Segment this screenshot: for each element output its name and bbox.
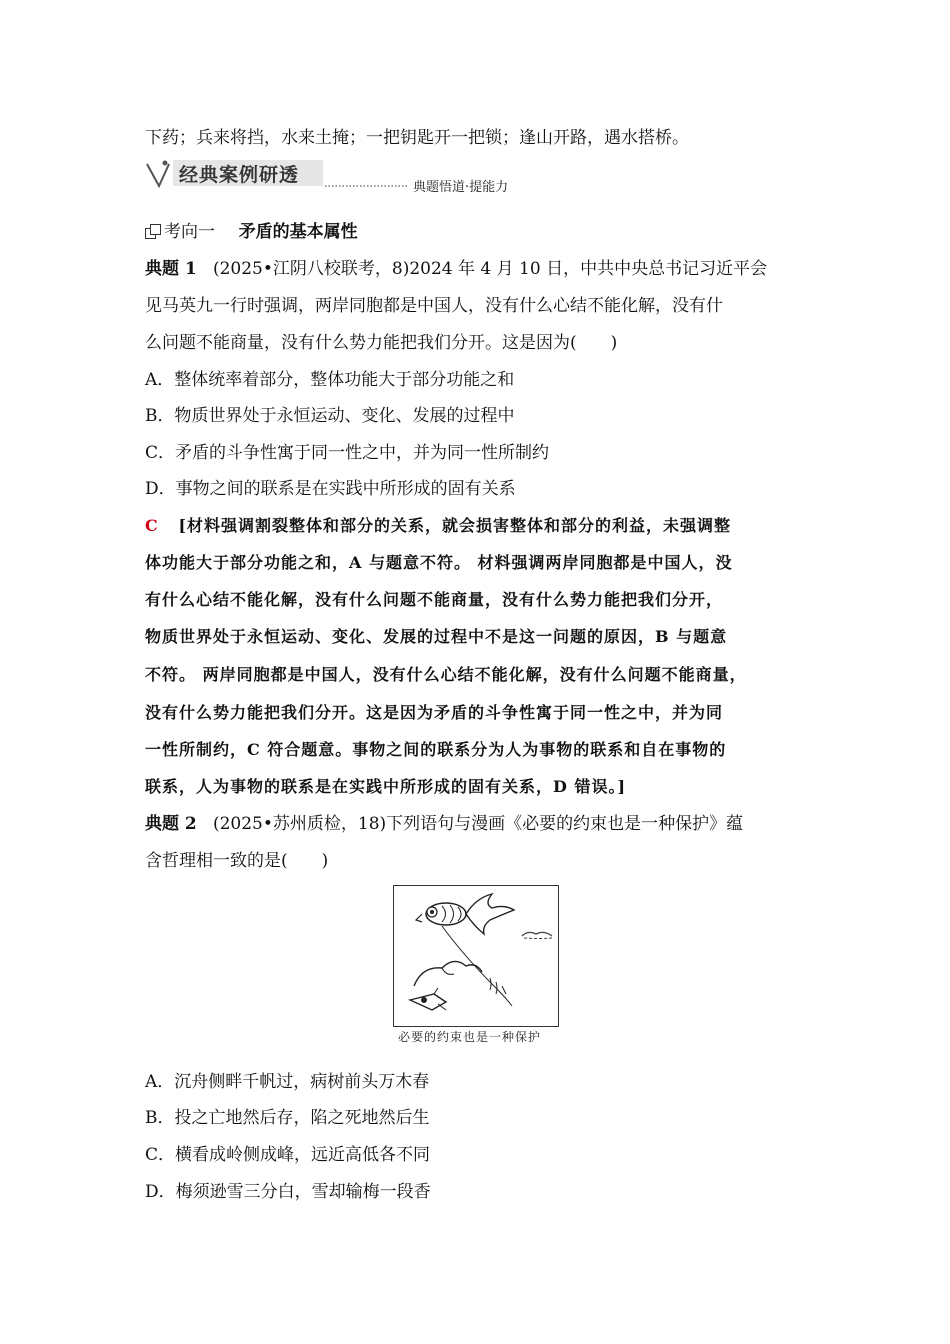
q2-label: 典题 2 — [145, 814, 197, 834]
direction-heading — [145, 221, 358, 243]
q1-explanation-line-1 — [145, 515, 731, 537]
q1-explanation-line-3: 有什么心结不能化解，没有什么问题不能商量，没有什么势力能把我们分开， — [145, 590, 724, 609]
intro-line: 下药；兵来将挡，水来土掩；一把钥匙开一把锁；逢山开路，遇水搭桥。 — [145, 128, 689, 148]
q1-explanation-line-5: 不符。 两岸同胞都是中国人，没有什么心结不能化解，没有什么问题不能商量， — [145, 665, 747, 684]
q1-option-a: A．整体统率着部分，整体功能大于部分功能之和 — [145, 370, 515, 390]
q1-line-3: 么问题不能商量，没有什么势力能把我们分开。这是因为( ) — [145, 333, 618, 353]
q1-stem-1: (2025•江阴八校联考，8)2024 年 4 月 10 日，中共中央总书记习近平会 — [212, 259, 768, 279]
q1-option-c: C．矛盾的斗争性寓于同一性之中，并为同一性所制约 — [145, 443, 550, 463]
direction-title: 矛盾的基本属性 — [238, 222, 358, 242]
q1-line-2: 见马英九一行时强调，两岸同胞都是中国人，没有什么心结不能化解，没有什 — [145, 296, 723, 316]
q2-option-c: C．横看成岭侧成峰，远近高低各不同 — [145, 1145, 431, 1165]
q1-option-b: B．物质世界处于永恒运动、变化、发展的过程中 — [145, 406, 515, 426]
direction-label: 考向一 — [164, 222, 215, 242]
q1-explanation-line-7: 一性所制约，C 符合题意。事物之间的联系分为人为事物的联系和自在事物的 — [145, 740, 727, 759]
kite-cartoon — [394, 886, 558, 1026]
q1-option-d: D．事物之间的联系是在实践中所形成的固有关系 — [145, 479, 516, 499]
q1-explanation-1: [材料强调割裂整体和部分的关系，就会损害整体和部分的利益，未强调整 — [178, 516, 732, 535]
q1-explanation-line-8: 联系，人为事物的联系是在实践中所形成的固有关系，D 错误。] — [145, 777, 627, 796]
q1-explanation-line-4: 物质世界处于永恒运动、变化、发展的过程中不是这一问题的原因，B 与题意 — [145, 627, 728, 646]
square-icon — [145, 224, 161, 238]
q1-answer: C — [145, 516, 159, 535]
q2-stem-1: (2025•苏州质检，18)下列语句与漫画《必要的约束也是一种保护》蕴 — [212, 814, 744, 834]
section-subtitle: 典题悟道·提能力 — [413, 180, 509, 195]
q2-option-b: B．投之亡地然后存，陷之死地然后生 — [145, 1108, 430, 1128]
q1-explanation-line-6: 没有什么势力能把我们分开。这是因为矛盾的斗争性寓于同一性之中，并为同 — [145, 703, 724, 722]
q2-line-2: 含哲理相一致的是( ) — [145, 851, 329, 871]
section-title: 经典案例研透 — [179, 164, 300, 186]
cartoon-figure — [393, 885, 559, 1027]
q2-option-a: A．沉舟侧畔千帆过，病树前头万木春 — [145, 1072, 430, 1092]
section-banner — [145, 158, 545, 194]
q2-line-1 — [145, 813, 743, 835]
figure-caption: 必要的约束也是一种保护 — [398, 1030, 542, 1044]
q1-label: 典题 1 — [145, 259, 197, 279]
q1-line-1 — [145, 258, 767, 280]
q1-explanation-line-2: 体功能大于部分功能之和，A 与题意不符。 材料强调两岸同胞都是中国人，没 — [145, 553, 733, 572]
q2-option-d: D．梅须逊雪三分白，雪却输梅一段香 — [145, 1182, 431, 1202]
